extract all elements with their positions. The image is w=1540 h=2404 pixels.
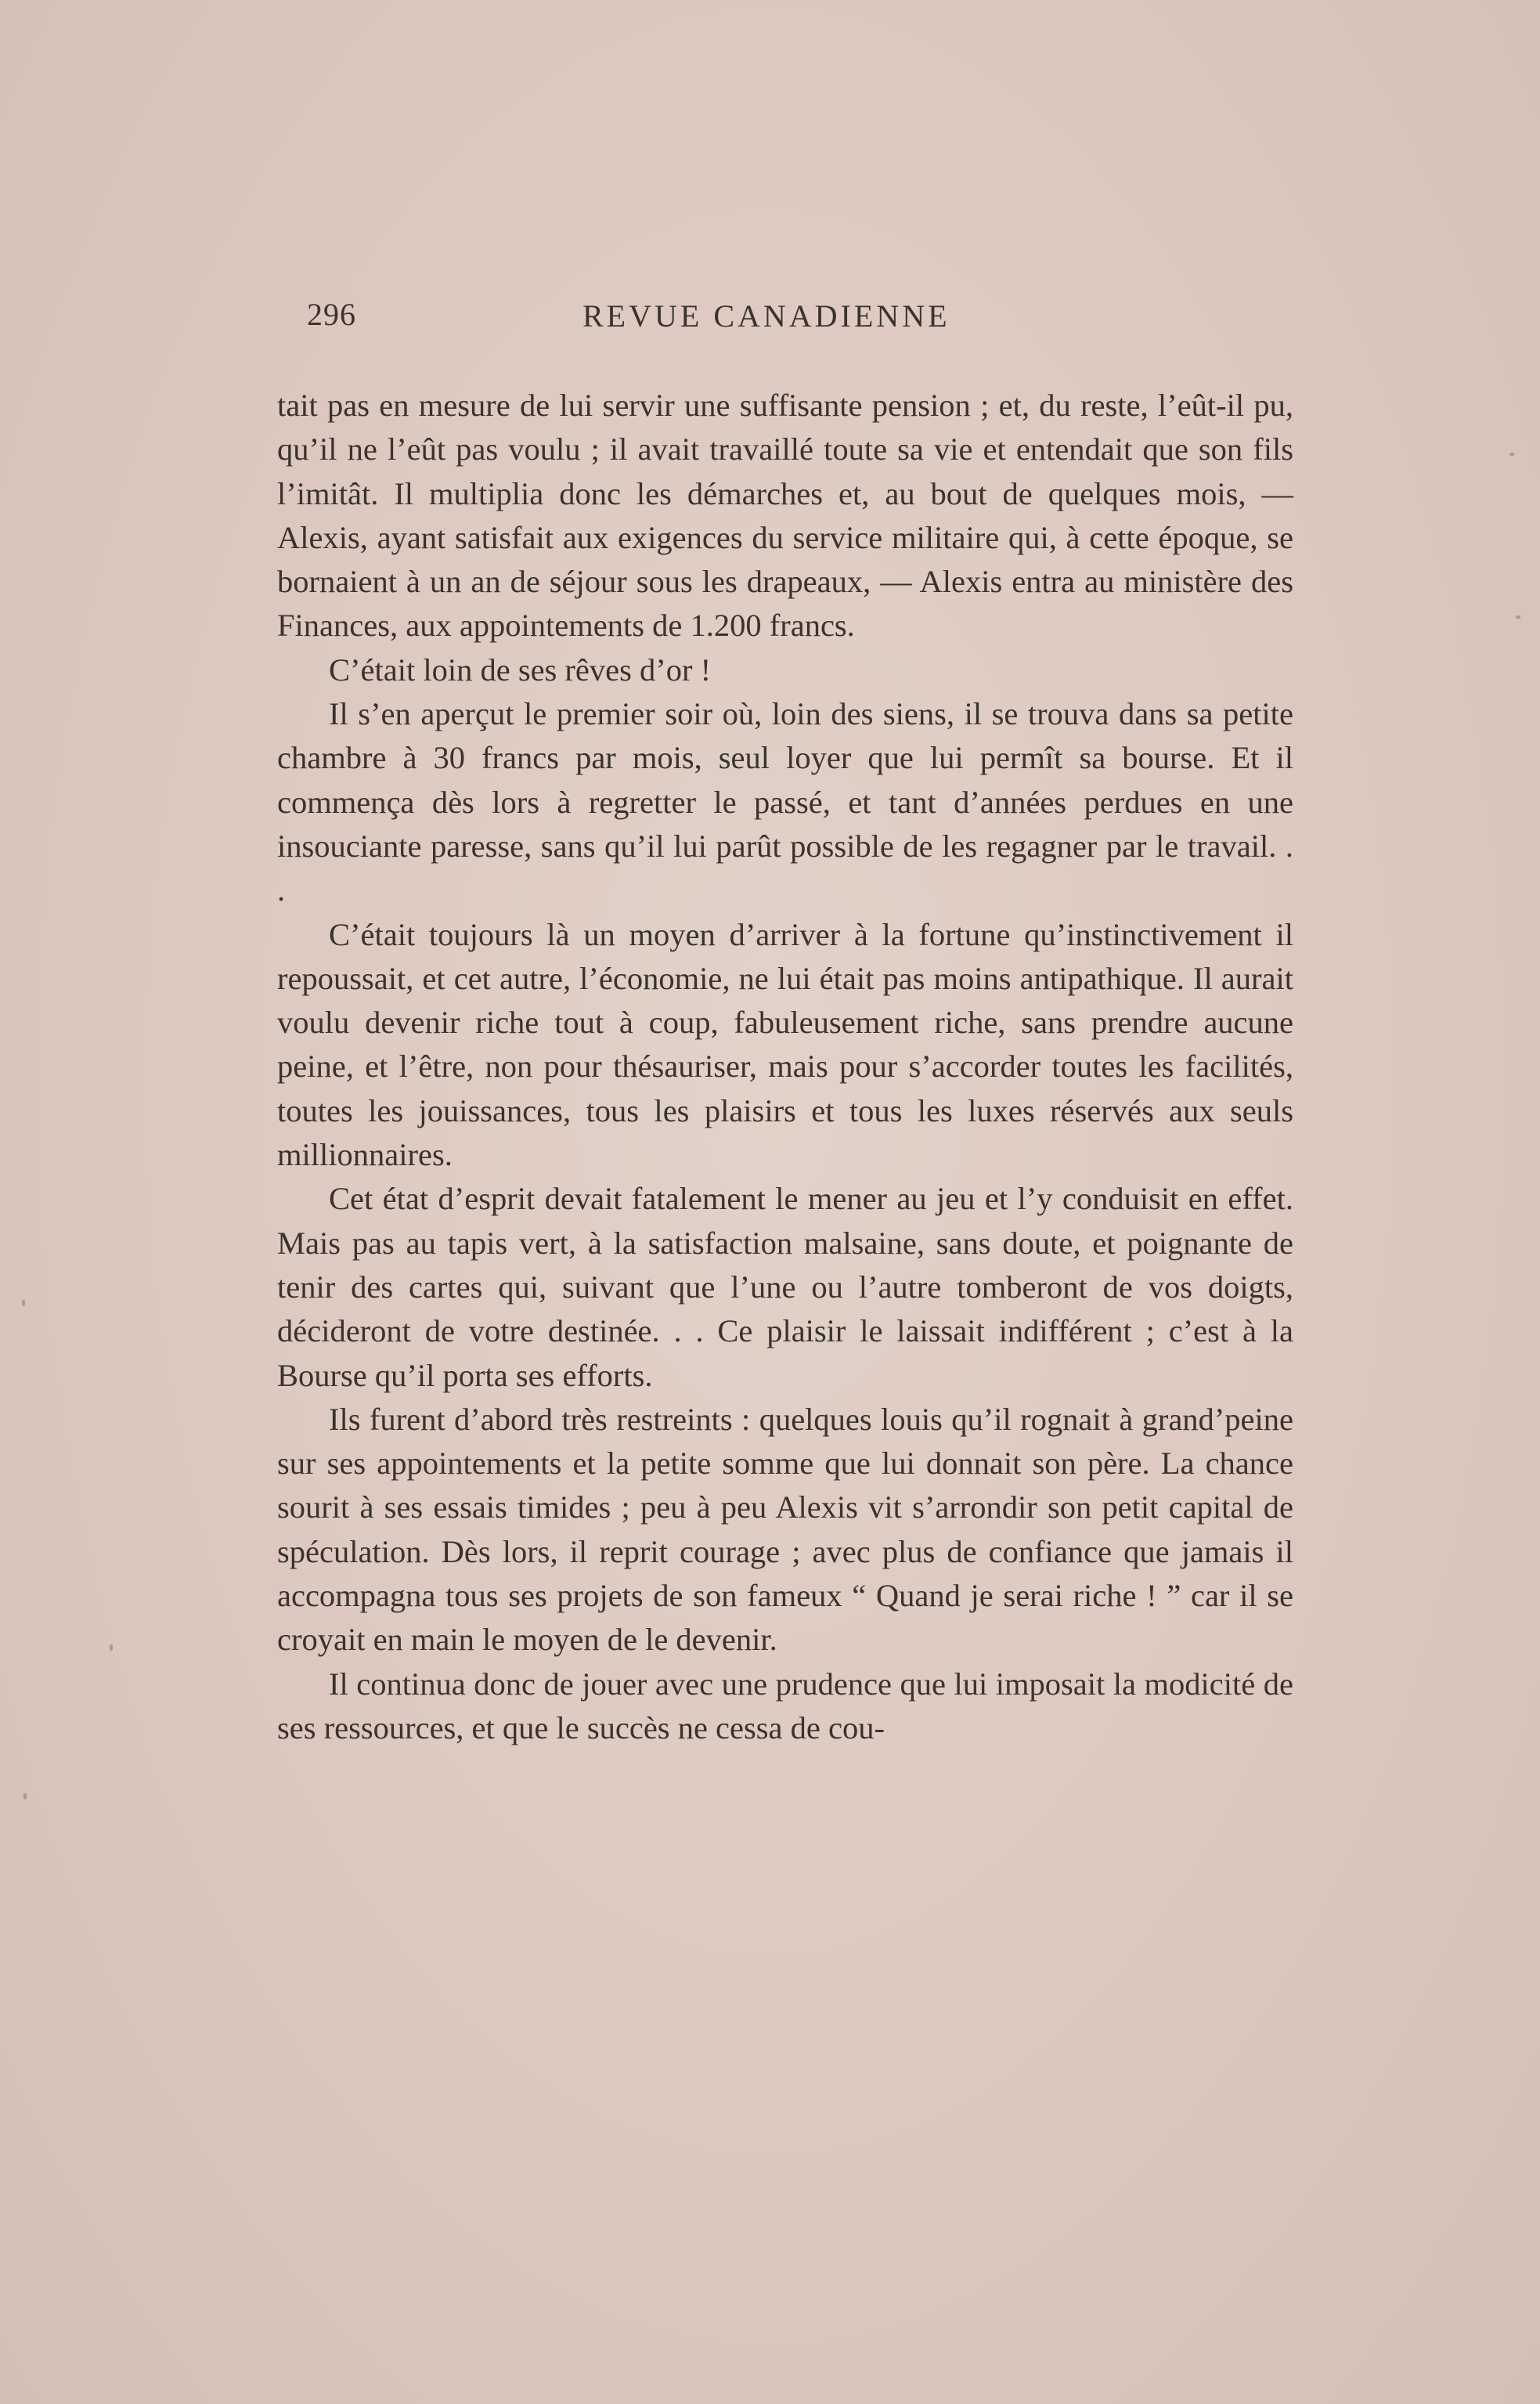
paragraph-5: Cet état d’esprit devait fatalement le mener au jeu et l’y conduisit en effet. Mais pas au tapis vert, à la satisfaction malsaine, sans doute, et poignante de tenir des cartes qui, suivant que l’une ou l’autre tomberont de vos doigts, décideront de votre destinée. . . Ce plaisir le laissait indifférent ; c’est à la Bourse qu’il porta ses efforts. [277, 1181, 1293, 1393]
paragraph-3: Il s’en aperçut le premier soir où, loin des siens, il se trouva dans sa petite chambre à 30 francs par mois, seul loyer que lui permît sa bourse. Et il commença dès lors à regretter le passé, et tant d’années perdues en une insouciante paresse, sans qu’il lui parût possible de les regagner par le travail. . . [277, 696, 1293, 908]
body-text [277, 384, 1293, 1750]
paragraph-2: C’était loin de ses rêves d’or ! [329, 652, 712, 688]
paper-speck [22, 1300, 25, 1306]
paragraph-6: Ils furent d’abord très restreints : quelques louis qu’il rognait à grand’peine sur ses appointements et la petite somme que lui donnait son père. La chance sourit à ses essais timides ; peu à peu Alexis vit s’arrondir son petit capital de spéculation. Dès lors, il reprit courage ; avec plus de confiance que jamais il accompagna tous ses projets de son fameux “ Quand je serai riche ! ” car il se croyait en main le moyen de le devenir. [277, 1401, 1293, 1658]
paragraph-1: tait pas en mesure de lui servir une suffisante pension ; et, du reste, l’eût-il pu, qu’il ne l’eût pas voulu ; il avait travaillé toute sa vie et entendait que son fils l’imitât. Il multiplia donc les démarches et, au bout de quelques mois, — Alexis, ayant satisfait aux exigences du service militaire qui, à cette époque, se bornaient à un an de séjour sous les drapeaux, — Alexis entra au ministère des Finances, aux appointements de 1.200 francs. [277, 388, 1293, 644]
paper-speck [110, 1644, 113, 1651]
paragraph-4: C’était toujours là un moyen d’arriver à la fortune qu’instinctivement il repoussait, et cet autre, l’économie, ne lui était pas moins antipathique. Il aurait voulu devenir riche tout à coup, fabuleusement riche, sans prendre aucune peine, et l’être, non pour thésauriser, mais pour s’accorder toutes les facilités, toutes les jouissances, tous les plaisirs et tous les luxes réservés aux seuls millionnaires. [277, 916, 1293, 1173]
running-title: REVUE CANADIENNE [582, 298, 950, 334]
paper-speck [1516, 615, 1520, 619]
paper-speck [23, 1793, 27, 1799]
paper-speck [1509, 453, 1514, 456]
page-number: 296 [307, 297, 356, 332]
page-header [307, 296, 1012, 343]
paragraph-7: Il continua donc de jouer avec une prudence que lui imposait la modicité de ses ressources, et que le succès ne cessa de cou- [277, 1666, 1293, 1745]
